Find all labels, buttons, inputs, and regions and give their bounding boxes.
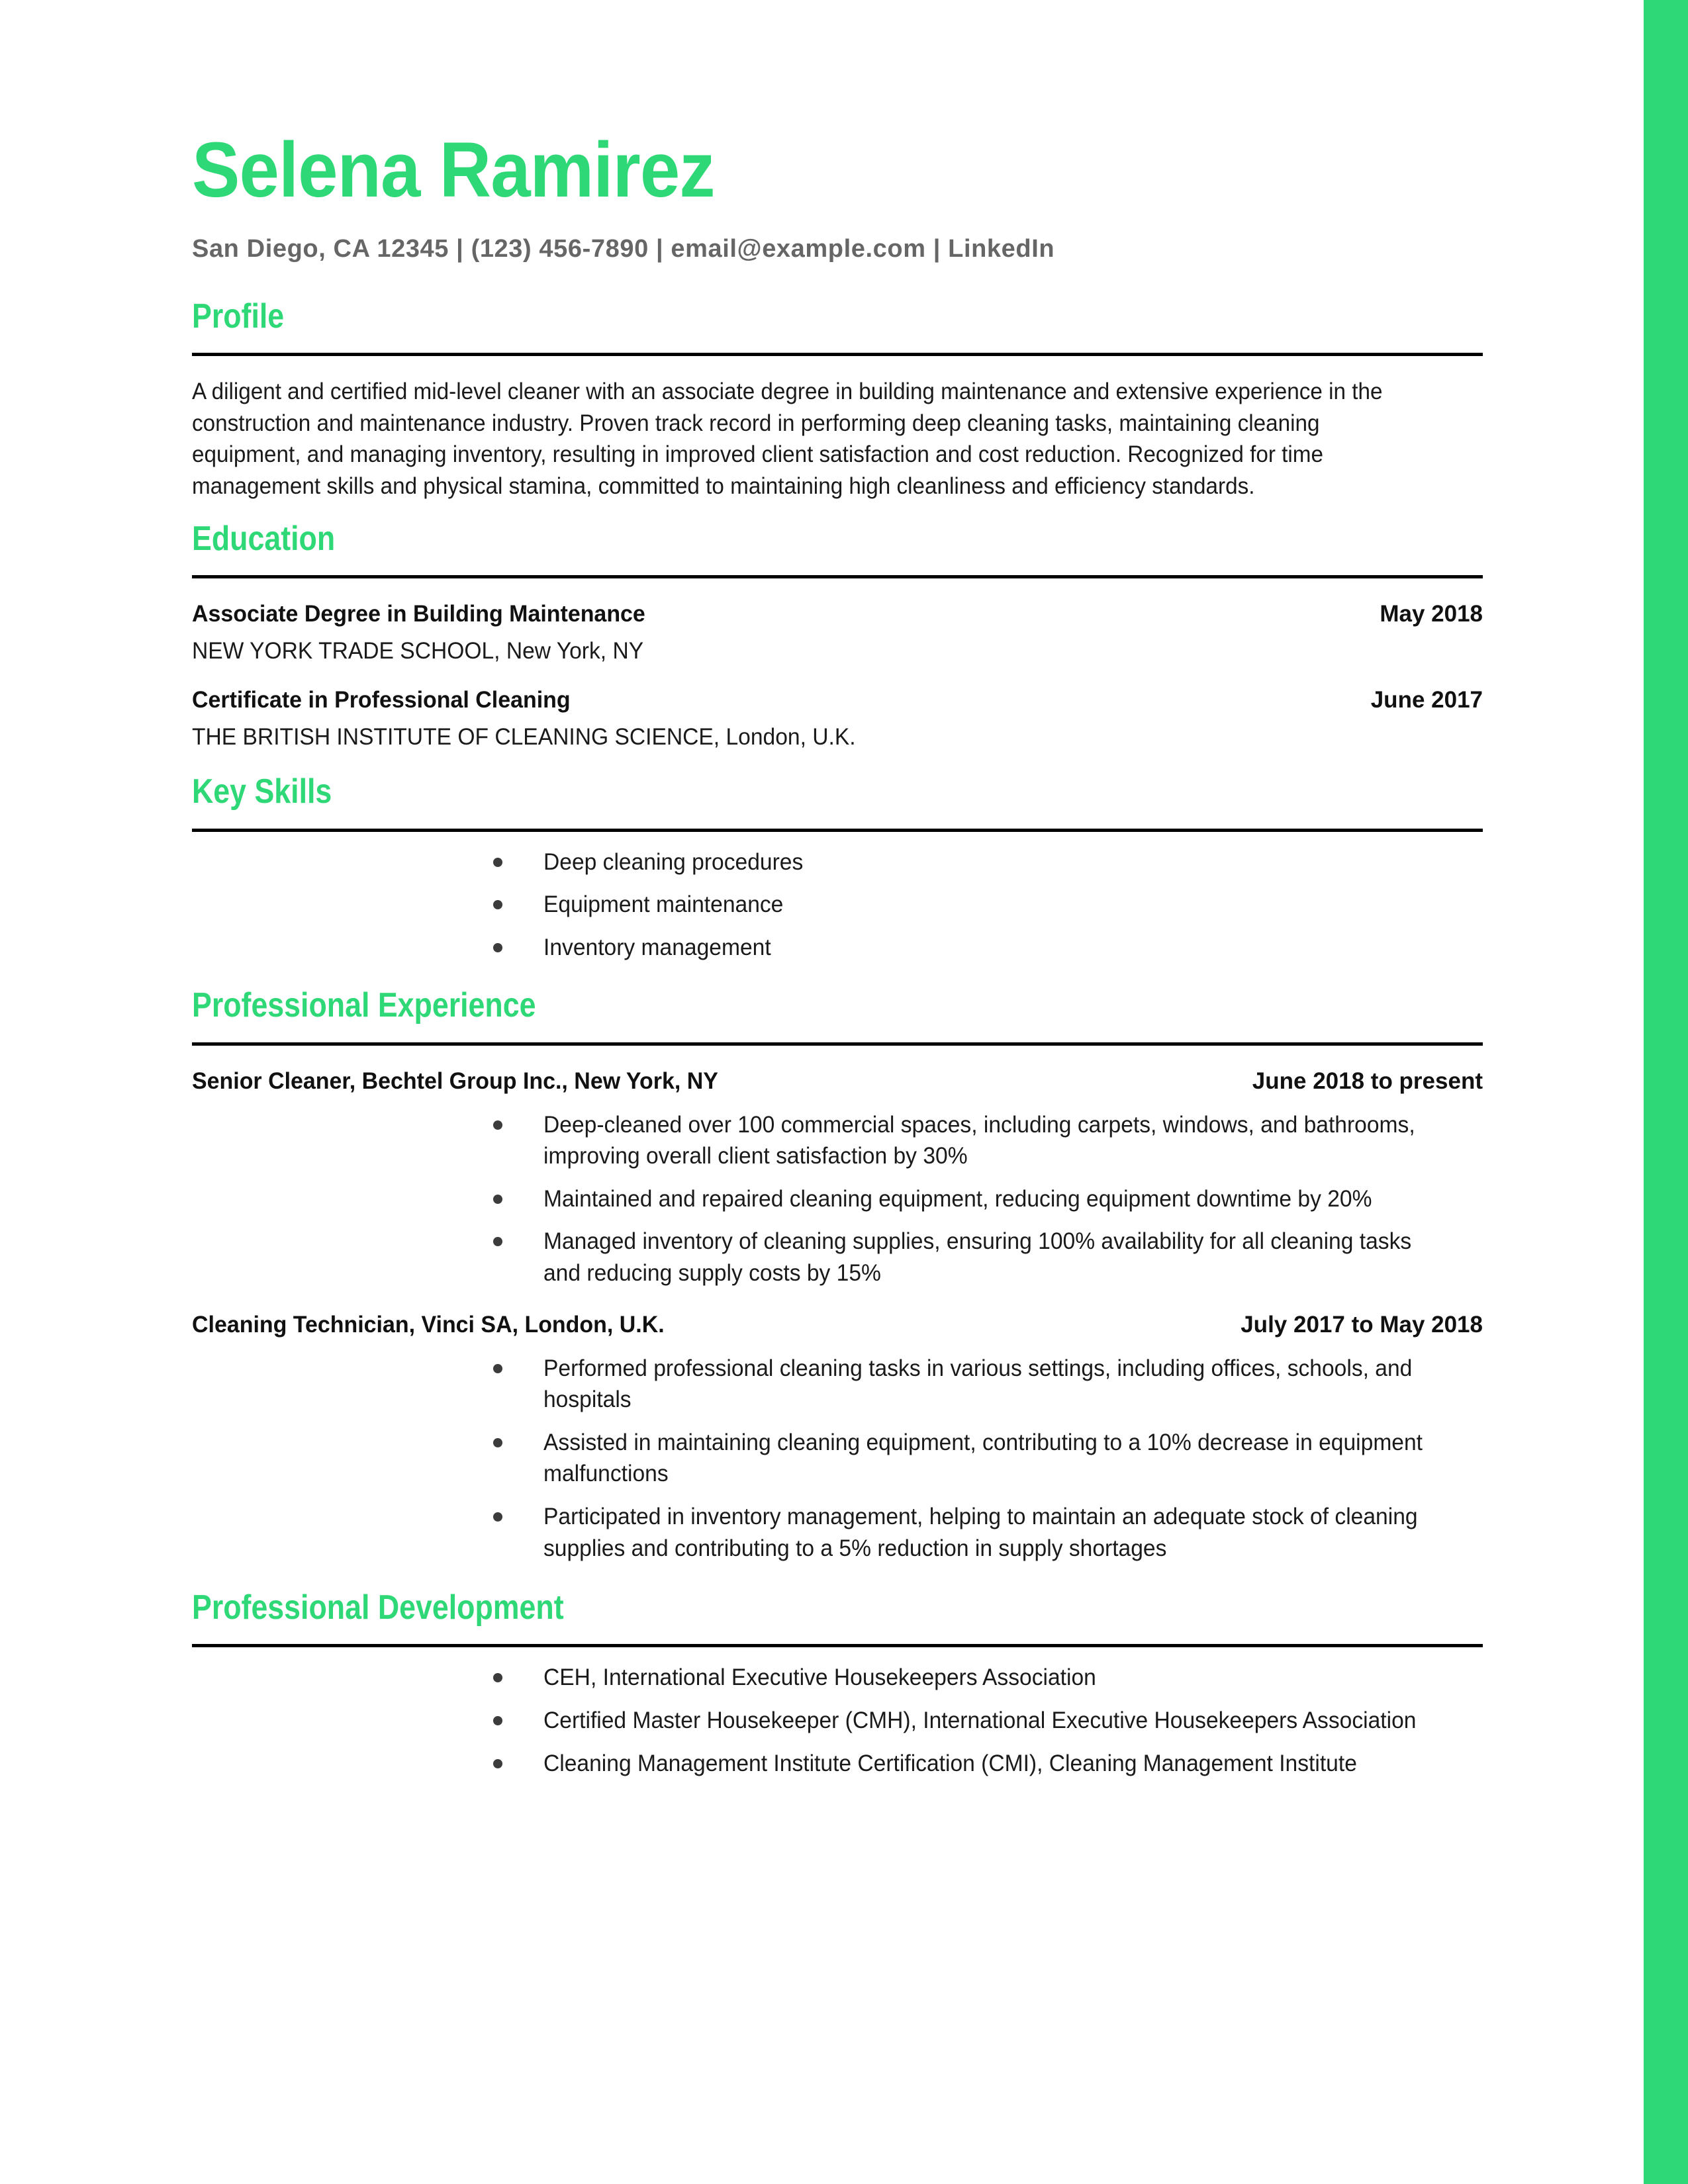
- bullet-dot-icon: [493, 1120, 502, 1130]
- education-entry: [192, 664, 1483, 751]
- job-bullet-text: Deep-cleaned over 100 commercial spaces, including carpets, windows, and bathrooms, improving overall client satisfaction by 30%: [543, 1111, 1415, 1169]
- section-key-skills: [192, 751, 1483, 963]
- list-item: [493, 1109, 1483, 1172]
- job-bullet-text: Assisted in maintaining cleaning equipment, contributing to a 10% decrease in equipment malfunctions: [543, 1429, 1423, 1487]
- job-heading: Senior Cleaner, Bechtel Group Inc., New York, NY: [192, 1068, 718, 1094]
- education-date: May 2018: [1380, 601, 1483, 627]
- education-degree: Associate Degree in Building Maintenance: [192, 601, 645, 627]
- section-title-education: Education: [192, 520, 336, 559]
- job-date: July 2017 to May 2018: [1241, 1311, 1483, 1338]
- list-item: [493, 932, 1483, 964]
- list-item: [493, 1353, 1483, 1416]
- bullet-dot-icon: [493, 1438, 502, 1447]
- key-skill-text: Inventory management: [543, 934, 771, 960]
- job-bullet-text: Performed professional cleaning tasks in various settings, including offices, schools, and hospitals: [543, 1355, 1413, 1413]
- education-entry-head: [192, 687, 1483, 713]
- list-item: [493, 1705, 1483, 1737]
- education-entry-head: [192, 601, 1483, 627]
- section-profile: [192, 263, 1483, 502]
- contact-line: San Diego, CA 12345 | (123) 456-7890 | email@example.com | LinkedIn: [192, 234, 1055, 263]
- bullet-dot-icon: [493, 1673, 502, 1682]
- job-bullets-list: [192, 1338, 1483, 1565]
- development-list: [192, 1647, 1483, 1779]
- bullet-dot-icon: [493, 1512, 502, 1522]
- education-school: THE BRITISH INSTITUTE OF CLEANING SCIENCE, London, U.K.: [192, 724, 856, 751]
- resume-content: [192, 0, 1483, 1779]
- development-text: Cleaning Management Institute Certification (CMI), Cleaning Management Institute: [543, 1750, 1357, 1776]
- bullet-dot-icon: [493, 943, 502, 952]
- development-text: Certified Master Housekeeper (CMH), International Executive Housekeepers Association: [543, 1707, 1417, 1733]
- section-professional-experience: [192, 963, 1483, 1564]
- list-item: [493, 889, 1483, 921]
- education-date: June 2017: [1370, 687, 1483, 713]
- candidate-name: Selena Ramirez: [192, 126, 715, 214]
- list-item: [493, 1501, 1483, 1564]
- experience-entry: [192, 1289, 1483, 1565]
- list-item: [493, 1662, 1483, 1694]
- job-date: June 2018 to present: [1252, 1068, 1483, 1094]
- job-heading: Cleaning Technician, Vinci SA, London, U.K.: [192, 1311, 665, 1338]
- experience-entry-head: [192, 1068, 1483, 1095]
- profile-summary-text: A diligent and certified mid-level cleaner with an associate degree in building maintenance and extensive experience in the construction and maintenance industry. Proven track record in performing deep cleaning tasks, maintaining cleaning equipment, and managing inventory, resulting in improved client satisfaction and cost reduction. Recognized for time management skills and physical stamina, committed to maintaining high cleanliness and efficiency standards.: [192, 378, 1383, 499]
- bullet-dot-icon: [493, 1195, 502, 1204]
- experience-entry: [192, 1046, 1483, 1289]
- job-bullet-text: Managed inventory of cleaning supplies, ensuring 100% availability for all cleaning tasks and reducing supply costs by 15%: [543, 1228, 1412, 1286]
- right-accent-bar: [1644, 0, 1688, 2184]
- bullet-dot-icon: [493, 1716, 502, 1725]
- experience-entry-head: [192, 1312, 1483, 1338]
- job-bullet-text: Maintained and repaired cleaning equipment, reducing equipment downtime by 20%: [543, 1185, 1372, 1212]
- list-item: [493, 1427, 1483, 1490]
- list-item: [493, 1226, 1483, 1289]
- job-bullet-text: Participated in inventory management, helping to maintain an adequate stock of cleaning supplies and contributing to a 5% reduction in supply shortages: [543, 1503, 1418, 1561]
- key-skill-text: Equipment maintenance: [543, 891, 784, 918]
- bullet-dot-icon: [493, 858, 502, 867]
- bullet-dot-icon: [493, 1759, 502, 1768]
- bullet-dot-icon: [493, 1237, 502, 1246]
- key-skills-list: [192, 832, 1483, 964]
- key-skill-text: Deep cleaning procedures: [543, 848, 804, 875]
- development-text: CEH, International Executive Housekeepers Association: [543, 1664, 1096, 1691]
- list-item: [493, 1183, 1483, 1215]
- list-item: [493, 1748, 1483, 1780]
- job-bullets-list: [192, 1095, 1483, 1289]
- section-education: [192, 502, 1483, 751]
- education-entry: [192, 578, 1483, 664]
- education-school: NEW YORK TRADE SCHOOL, New York, NY: [192, 638, 644, 664]
- section-title-professional-development: Professional Development: [192, 1588, 564, 1627]
- bullet-dot-icon: [493, 900, 502, 909]
- section-professional-development: [192, 1564, 1483, 1779]
- section-title-professional-experience: Professional Experience: [192, 986, 536, 1025]
- section-title-key-skills: Key Skills: [192, 772, 332, 811]
- list-item: [493, 846, 1483, 878]
- section-title-profile: Profile: [192, 296, 285, 336]
- education-degree: Certificate in Professional Cleaning: [192, 687, 571, 713]
- bullet-dot-icon: [493, 1364, 502, 1373]
